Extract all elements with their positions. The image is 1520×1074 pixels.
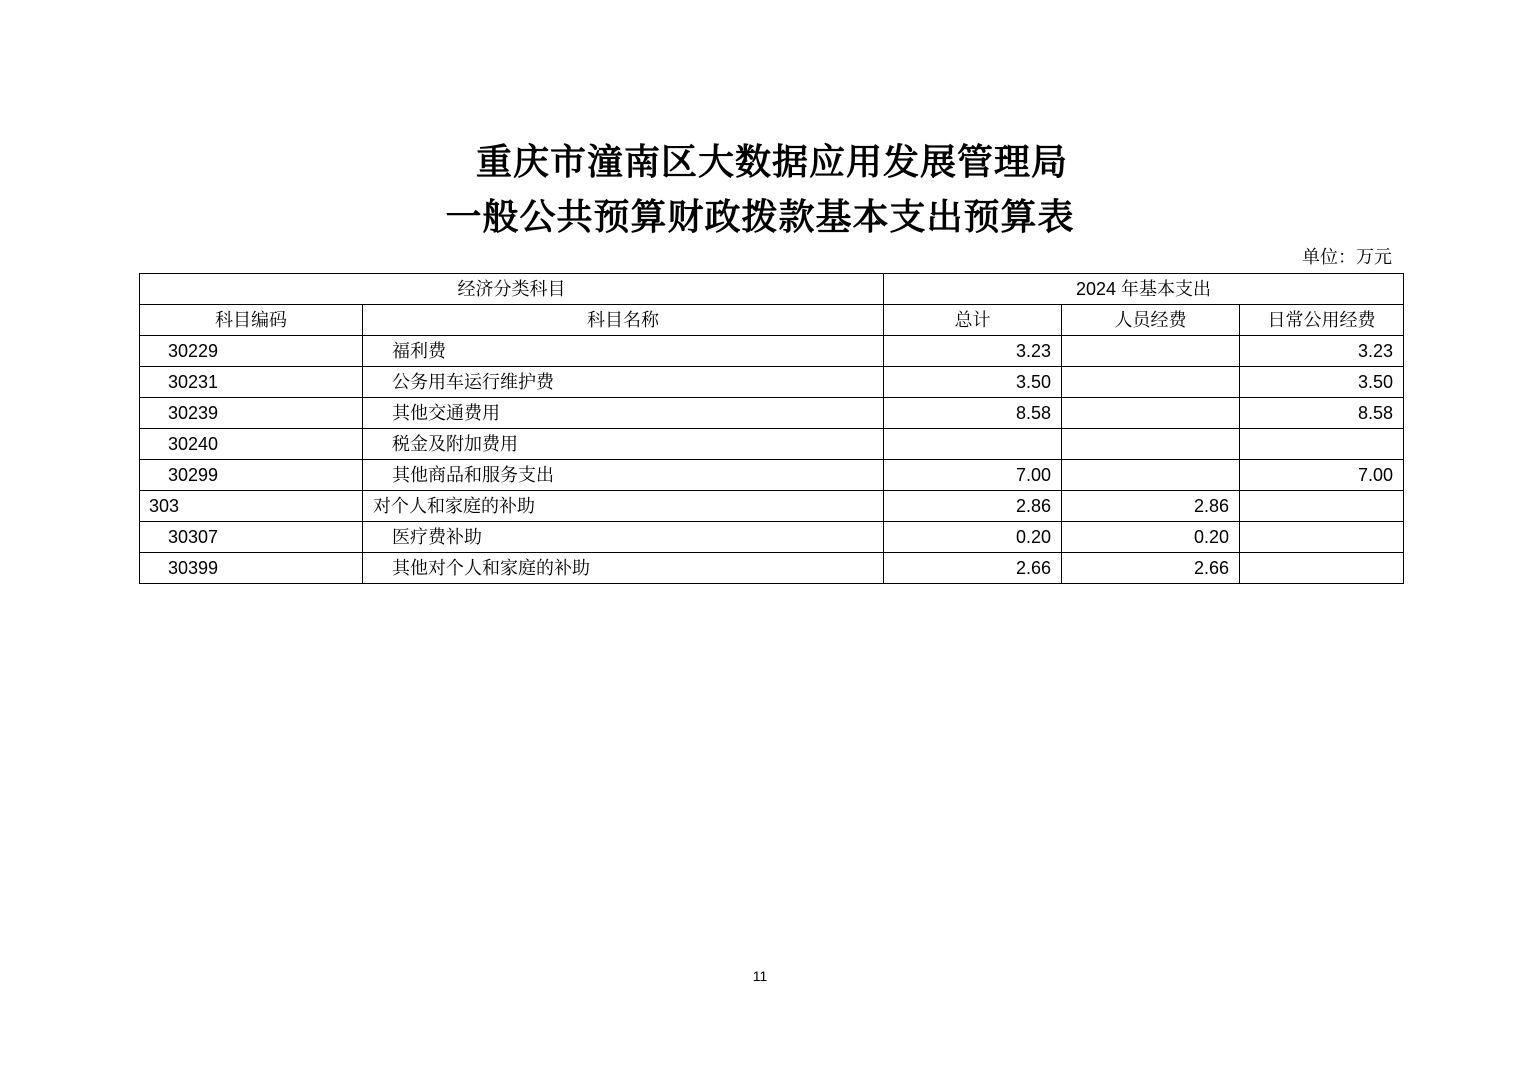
cell-public [1240, 491, 1404, 522]
cell-total: 3.23 [884, 336, 1062, 367]
unit-label: 单位：万元 [1302, 247, 1392, 267]
cell-total: 7.00 [884, 460, 1062, 491]
cell-name: 其他交通费用 [363, 398, 884, 429]
header-2024-basic-expenditure: 2024 年基本支出 [884, 274, 1404, 305]
cell-public [1240, 522, 1404, 553]
cell-total: 0.20 [884, 522, 1062, 553]
cell-personnel: 0.20 [1062, 522, 1240, 553]
table-row [140, 429, 1404, 460]
document-title-line-1: 重庆市潼南区大数据应用发展管理局 [475, 141, 1068, 183]
cell-public: 3.23 [1240, 336, 1404, 367]
cell-name: 对个人和家庭的补助 [363, 491, 884, 522]
header-name: 科目名称 [363, 305, 884, 336]
table-row [140, 367, 1404, 398]
page-number: 11 [752, 968, 768, 984]
cell-public [1240, 553, 1404, 584]
cell-personnel [1062, 367, 1240, 398]
cell-public: 3.50 [1240, 367, 1404, 398]
group-header-row [140, 274, 1404, 305]
table-row [140, 460, 1404, 491]
document-title-line-2: 一般公共预算财政拨款基本支出预算表 [445, 196, 1075, 238]
cell-code: 30229 [140, 336, 363, 367]
table-row [140, 491, 1404, 522]
cell-code: 30399 [140, 553, 363, 584]
cell-public: 7.00 [1240, 460, 1404, 491]
cell-code: 30239 [140, 398, 363, 429]
cell-name: 其他商品和服务支出 [363, 460, 884, 491]
cell-total [884, 429, 1062, 460]
header-personnel: 人员经费 [1062, 305, 1240, 336]
cell-name: 其他对个人和家庭的补助 [363, 553, 884, 584]
cell-personnel [1062, 429, 1240, 460]
cell-personnel [1062, 460, 1240, 491]
cell-total: 2.66 [884, 553, 1062, 584]
cell-personnel [1062, 336, 1240, 367]
cell-total: 3.50 [884, 367, 1062, 398]
cell-name: 医疗费补助 [363, 522, 884, 553]
cell-personnel: 2.66 [1062, 553, 1240, 584]
table-row [140, 553, 1404, 584]
cell-public: 8.58 [1240, 398, 1404, 429]
cell-name: 公务用车运行维护费 [363, 367, 884, 398]
cell-code: 30240 [140, 429, 363, 460]
header-public: 日常公用经费 [1240, 305, 1404, 336]
cell-total: 2.86 [884, 491, 1062, 522]
cell-total: 8.58 [884, 398, 1062, 429]
cell-name: 福利费 [363, 336, 884, 367]
header-total: 总计 [884, 305, 1062, 336]
cell-code: 30231 [140, 367, 363, 398]
cell-personnel: 2.86 [1062, 491, 1240, 522]
cell-name: 税金及附加费用 [363, 429, 884, 460]
cell-code: 303 [140, 491, 363, 522]
header-code: 科目编码 [140, 305, 363, 336]
cell-code: 30299 [140, 460, 363, 491]
table-row [140, 336, 1404, 367]
cell-code: 30307 [140, 522, 363, 553]
budget-table [139, 273, 1404, 584]
cell-personnel [1062, 398, 1240, 429]
header-economic-classification: 经济分类科目 [140, 274, 884, 305]
column-header-row [140, 305, 1404, 336]
cell-public [1240, 429, 1404, 460]
table-row [140, 522, 1404, 553]
table-row [140, 398, 1404, 429]
